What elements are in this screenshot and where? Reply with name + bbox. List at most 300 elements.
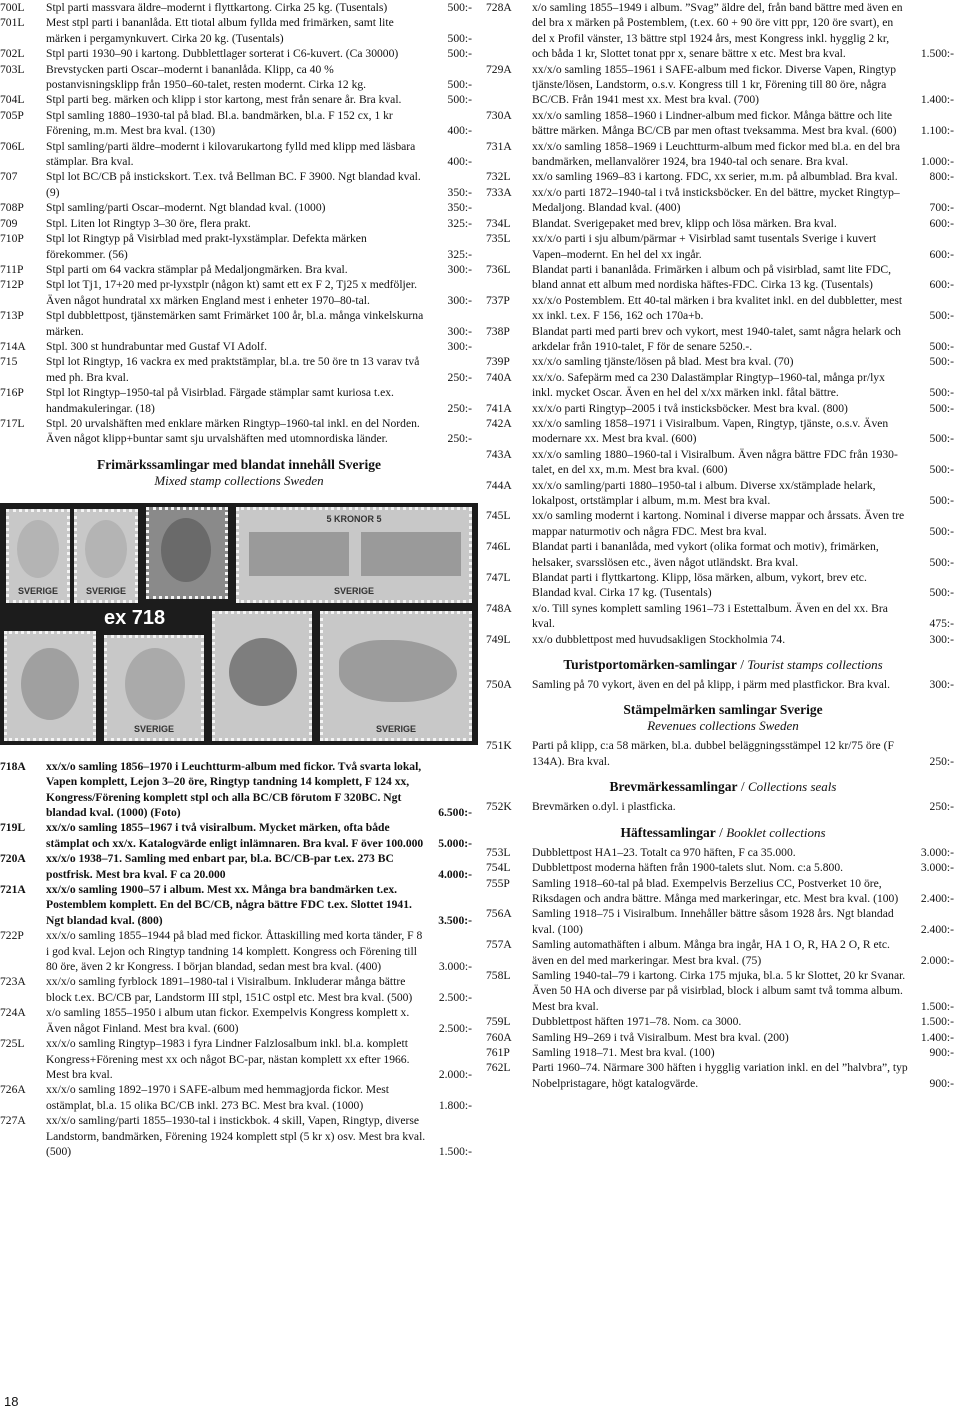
lot-description: Blandat parti i bananlåda. Frimärken i album och på visirblad, samt lite FDC, bland annat ett album med nordiska häftes-FDC. Cirka 13 kg. (Tusentals) (532, 262, 892, 292)
lot-list-revenue (486, 738, 960, 769)
lot-description-block (532, 738, 960, 769)
lot-entry (486, 262, 960, 293)
lot-description: Stpl. Liten lot Ringtyp 3–30 öre, flera prakt. (46, 216, 251, 230)
lot-number: 758L (486, 968, 511, 982)
stamp-text: SVERIGE (85, 585, 126, 596)
lot-description-block (46, 974, 478, 1005)
lot-price: 500:- (929, 463, 954, 477)
lot-description: xx/x/o parti i sju album/pärmar + Visirblad samt tusentals Sverige i kuvert Vapen–modernt. En hel del xx ingår. (532, 232, 877, 261)
lot-description-block (532, 231, 960, 262)
lot-description-block (532, 370, 960, 401)
lot-number: 737P (486, 293, 510, 307)
lot-description: xx/x/o samling 1880–1960-tal i Visiralbum. Även några bättre FDC från 1930-talet, en del xx, m.m. Mest bra kval. (600) (532, 447, 898, 477)
lot-price: 600:- (929, 278, 954, 292)
lot-description-block (532, 139, 960, 170)
lot-description-block (46, 108, 478, 139)
lot-list-right-top (486, 0, 960, 647)
lot-price: 600:- (929, 247, 954, 261)
lot-entry (0, 231, 478, 262)
lot-description-block (532, 447, 960, 478)
lot-entry (486, 906, 960, 937)
lot-number: 753L (486, 845, 511, 859)
lot-number: 744A (486, 478, 512, 492)
lot-number: 716P (0, 386, 24, 400)
heading-swedish: Brevmärkessamlingar (609, 779, 738, 795)
lot-entry (0, 1113, 478, 1159)
lot-entry (486, 1045, 960, 1060)
lot-description-block (532, 539, 960, 570)
lot-number: 725L (0, 1037, 25, 1051)
lot-description-block (532, 62, 960, 108)
lot-price: 400:- (447, 124, 472, 138)
lot-number: 702L (0, 47, 25, 61)
lot-description-block (532, 354, 960, 369)
lot-price: 300:- (929, 632, 954, 646)
lot-entry (486, 139, 960, 170)
lot-entry (0, 169, 478, 200)
stamp-emblem (125, 648, 185, 720)
lot-entry (0, 139, 478, 170)
lot-price: 1.000:- (920, 155, 954, 169)
stamp-arms-2 (104, 635, 204, 741)
lot-description-block (532, 601, 960, 632)
lot-description: xx/o samling 1969–83 i kartong. FDC, xx serier, m.m. på albumblad. Bra kval. (532, 170, 898, 184)
lot-price: 350:- (447, 185, 472, 199)
lot-description-block (46, 277, 478, 308)
lot-number: 757A (486, 938, 512, 952)
lot-description-block (532, 401, 960, 416)
lot-description: Brevmärken o.dyl. i plastficka. (532, 800, 676, 814)
lot-number: 736L (486, 262, 511, 276)
lot-number: 756A (486, 907, 512, 921)
lot-entry (486, 370, 960, 401)
section-heading-mixed (0, 457, 478, 489)
lot-entry (486, 108, 960, 139)
lot-description-block (532, 677, 960, 692)
lot-description: Blandat parti i bananlåda, med vykort (olika format och motiv), frimärken, helsaker, svarsslösen etc., även något utländskt. Bra kval. (532, 540, 879, 569)
lot-description: xx/x/o samling Ringtyp–1983 i fyra Lindner Falzlosalbum inkl. bl.a. komplett Kongress+Förening mest xx och något BC-par, nästan komplett xx efter 1966. Mest bra kval. (46, 1037, 410, 1081)
lot-description: xx/x/o samling 1892–1970 i SAFE-album med hemmagjorda fickor. Mest ostämplat, bl.a. 15 olika BC/CB inkl. 273 BC. Mest bra kval. (1000) (46, 1083, 389, 1112)
lot-number: 749L (486, 632, 511, 646)
lot-number: 724A (0, 1006, 26, 1020)
lot-price: 500:- (929, 432, 954, 446)
lot-price: 500:- (929, 339, 954, 353)
stamp-portrait (229, 638, 297, 706)
lot-entry (0, 46, 478, 61)
lot-price: 900:- (929, 1076, 954, 1090)
lot-price: 1.800:- (438, 1098, 472, 1112)
lot-price: 250:- (447, 401, 472, 415)
lot-description: Stpl samling 1880–1930-tal på blad. Bl.a. bandmärken, bl.a. F 152 cx, 1 kr Förening, m.m. Mest bra kval. (130) (46, 108, 393, 138)
lot-entry (486, 632, 960, 647)
lot-number: 747L (486, 571, 511, 585)
lot-entry (486, 738, 960, 769)
lot-description: Stpl samling/parti äldre–modernt i kilovarukartong fylld med klipp med läsbara stämplar. Bra kval. (46, 139, 416, 169)
lot-entry (486, 1030, 960, 1045)
lot-price: 500:- (929, 494, 954, 507)
lot-number: 722P (0, 929, 24, 943)
lot-entry (486, 185, 960, 216)
lot-number: 731A (486, 139, 512, 153)
heading-english: Booklet collections (726, 824, 826, 840)
heading-swedish: Häftessamlingar (620, 824, 716, 840)
lot-number: 734L (486, 216, 511, 230)
lot-description-block (46, 385, 478, 416)
lot-number: 720A (0, 852, 26, 866)
stamp-king-3 (146, 507, 228, 599)
lot-entry (0, 308, 478, 339)
lot-description-block (532, 570, 960, 601)
lot-price: 600:- (929, 216, 954, 230)
stamp-text: SVERIGE (17, 585, 58, 596)
lot-price: 500:- (929, 355, 954, 369)
left-column (0, 0, 478, 1159)
heading-separator: / (736, 657, 748, 673)
lot-description: Stpl parti 1930–90 i kartong. Dubblettlager sorterat i C6-kuvert. (Ca 30000) (46, 47, 399, 61)
lot-price: 475:- (929, 617, 954, 631)
lot-entry (486, 447, 960, 478)
section-heading-revenue (486, 702, 960, 734)
lot-description-block (46, 62, 478, 93)
lot-number: 760A (486, 1030, 512, 1044)
lot-entry (486, 354, 960, 369)
lot-price: 1.500:- (920, 1015, 954, 1029)
lot-description-block (532, 968, 960, 1014)
lot-number: 717L (0, 416, 25, 430)
lot-price: 300:- (447, 339, 472, 353)
stamp-medallion (212, 611, 312, 741)
lot-description: Stpl dubblettpost, tjänstemärken samt Frimärket 100 år, bl.a. många vinkelskurna märken. (46, 309, 424, 338)
lot-description-block (532, 508, 960, 539)
lot-description-block (532, 845, 960, 860)
lot-description-block (46, 1082, 478, 1113)
lot-description-block (46, 759, 478, 821)
lot-entry (486, 570, 960, 601)
lot-entry (0, 1036, 478, 1082)
lot-price: 325:- (447, 247, 472, 261)
lot-description: Stpl parti om 64 vackra stämplar på Medaljongmärken. Bra kval. (46, 262, 348, 276)
lot-description: xx/x/o parti Ringtyp–2005 i två insticksböcker. Mest bra kval. (800) (532, 401, 848, 415)
lot-number: 719L (0, 821, 26, 835)
lot-description-block (532, 1014, 960, 1029)
lot-number: 730A (486, 108, 512, 122)
lot-number: 700L (0, 1, 25, 14)
lot-description: Stpl lot BC/CB på instickskort. T.ex. två Bellman BC. F 3900. Ngt blandad kval. (9) (46, 170, 421, 199)
stamp-coat-of-arms (4, 631, 96, 741)
lot-description: xx/x/o samling 1858–1960 i Lindner-album med fickor. Många bättre och lite bättre märken. Många BC/CB par men oftast tveksamma. Mest bra kval. (600) (532, 108, 897, 138)
lot-entry (0, 62, 478, 93)
lot-description-block (532, 860, 960, 875)
lot-description: xx/o samling modernt i kartong. Nominal i diverse mappar och årssats. Även tre mappar naturmotiv och några FDC. Mest bra kval. (532, 509, 905, 538)
lot-description: Stpl parti massvara äldre–modernt i flyttkartong. Cirka 25 kg. (Tusentals) (46, 1, 388, 14)
lot-description: Dubblettpost HA1–23. Totalt ca 970 häften, F ca 35.000. (532, 845, 796, 859)
right-column (486, 0, 960, 1091)
lot-description: Samling på 70 vykort, även en del på klipp, i pärm med plastfickor. Bra kval. (532, 678, 891, 692)
stamp-text: SVERIGE (333, 585, 374, 596)
lot-number: 741A (486, 401, 512, 415)
lot-entry (486, 1060, 960, 1091)
lot-number: 708P (0, 201, 24, 215)
stamp-portrait (17, 520, 59, 578)
section-heading-booklet (486, 825, 960, 841)
lot-price: 6.500:- (438, 806, 472, 819)
lot-price: 500:- (929, 524, 954, 538)
stamp-building (361, 532, 461, 576)
lot-description: Stpl lot Tj1, 17+20 med pr-lyxstplr (någon kt) samt ett ex F 2, Tj25 x medföljer. Även något hundratal xx märken England mest i enheter 1970–80-tal. (46, 278, 418, 307)
lot-price: 300:- (447, 262, 472, 276)
heading-separator: / (737, 779, 749, 795)
lot-description: Parti på klipp, c:a 58 märken, bl.a. dubbel beläggningsstämpel 12 kr/75 öre (F 134A). Bra kval. (532, 739, 894, 768)
lot-description-block (532, 478, 960, 509)
lot-description-block (532, 1060, 960, 1091)
stamp-bird-motif (339, 640, 457, 702)
lot-description-block (532, 799, 960, 814)
lot-price: 4.000:- (438, 867, 472, 881)
lot-number: 715 (0, 355, 18, 369)
lot-entry (486, 169, 960, 184)
lot-entry (486, 1014, 960, 1029)
lot-number: 712P (0, 278, 24, 292)
lot-price: 1.500:- (920, 47, 954, 61)
lot-description: Stpl lot Ringtyp på Visirblad med prakt-lyxstämplar. Defekta märken förekommer. (56) (46, 232, 367, 261)
lot-price: 500:- (447, 47, 472, 61)
lot-description-block (532, 1045, 960, 1060)
lot-description: xx/x/o samling 1855–1961 i SAFE-album med fickor. Diverse Vapen, Ringtyp tjänste/lösen, Landstorm, o.s.v. Kongress till 1 kr, Förening till 80 öre, några BC/CB. Från 1941 mest xx. Mest bra kval. (700) (532, 62, 896, 107)
lot-price: 1.100:- (920, 124, 954, 138)
lot-entry (0, 1005, 478, 1036)
lot-description-block (46, 216, 478, 231)
lot-number: 755P (486, 876, 510, 890)
lot-description: x/o samling 1855–1950 i album utan fickor. Exempelvis Kongress komplett x. Även något Finland. Mest bra kval. (600) (46, 1006, 410, 1035)
lot-description: xx/o dubblettpost med huvudsakligen Stockholmia 74. (532, 632, 786, 646)
stamp-photo (0, 503, 478, 745)
lot-description: Samling H9–269 i två Visiralbum. Mest bra kval. (200) (532, 1030, 789, 1044)
lot-entry (0, 15, 478, 46)
lot-entry (0, 216, 478, 231)
lot-description: xx/x/o samling 1855–1944 på blad med fickor. Åttaskilling med korta tänder, F 8 i god kval. Lejon och Ringtyp tandning 14 komplett. Kongress och Förening till 80 öre, även 2 kr Kongress. I början blandad, sedan mest bra kval. (400) (46, 929, 423, 974)
lot-entry (486, 799, 960, 814)
lot-description: Blandat parti i flyttkartong. Klipp, lösa märken, album, vykort, brev etc. Blandad kval. Cirka 17 kg. (Tusentals) (532, 571, 867, 600)
stamp-king-1 (6, 509, 70, 603)
lot-description-block (532, 0, 960, 62)
lot-list-seals (486, 799, 960, 814)
stamp-portrait (85, 520, 127, 578)
lot-list-left-bottom (0, 759, 478, 1160)
lot-description: xx/x/o samling 1900–57 i album. Mest xx. Många bra bandmärken t.ex. Postemblem komplett. En del BC/CB, några bättre FDC t.ex. Slottet 1941. Ngt blandad kval. (800) (46, 883, 412, 927)
lot-entry (486, 968, 960, 1014)
lot-price: 500:- (929, 309, 954, 323)
lot-entry (486, 845, 960, 860)
lot-number: 761P (486, 1045, 510, 1059)
lot-description: Samling 1940-tal–79 i kartong. Cirka 175 mjuka, bl.a. 5 kr Slottet, 20 kr Svanar. Även 50 HA och diverse par på visirblad, block i album samt två tomma album. Mest bra kval. (532, 968, 906, 1013)
lot-price: 500:- (447, 31, 472, 45)
lot-price: 3.000:- (438, 960, 472, 974)
lot-price: 700:- (929, 201, 954, 215)
lot-description: xx/x/o Postemblem. Ett 40-tal märken i bra kvalitet inkl. en del dubbletter, mest xx inkl. t.ex. F 156, 162 och 170a+b. (532, 293, 903, 323)
lot-description-block (532, 293, 960, 324)
lot-description: Brevstycken parti Oscar–modernt i bananlåda. Klipp, ca 40 % postanvisningsklipp från 1950–60-talet, resten modernt. Cirka 12 kg. (46, 62, 367, 92)
lot-number: 738P (486, 324, 510, 338)
lot-number: 726A (0, 1083, 26, 1097)
lot-entry (486, 416, 960, 447)
lot-price: 800:- (929, 170, 954, 184)
heading-swedish: Stämpelmärken samlingar Sverige (623, 702, 823, 718)
lot-number: 705P (0, 108, 24, 122)
heading-separator: / (715, 824, 727, 840)
lot-description: Samling automathäften i album. Många bra ingår, HA 1 O, R, HA 2 O, R etc. även en del med markeringar. Mest bra kval. (75) (532, 938, 890, 967)
lot-description: xx/x/o samling tjänste/lösen på blad. Mest bra kval. (70) (532, 355, 794, 369)
lot-description: xx/x/o samling/parti 1880–1950-tal i album. Diverse xx/stämplade helark, lokalpost, ortstämplar i album, m.m. Mest bra kval. (532, 478, 876, 507)
lot-description-block (532, 1030, 960, 1045)
lot-price: 500:- (929, 586, 954, 600)
lot-number: 746L (486, 540, 511, 554)
lot-description: Stpl. 20 urvalshäften med enklare märken Ringtyp–1960-tal inkl. en del Norden. Även något klipp+buntar samt sju urvalshäften med utomnordiska länder. (46, 416, 420, 446)
stamp-text: SVERIGE (375, 723, 416, 734)
lot-entry (0, 416, 478, 447)
lot-price: 250:- (929, 754, 954, 768)
lot-description: Mest stpl parti i bananlåda. Ett tiotal album fyllda med frimärken, samt lite märken i pergamynkuvert. Cirka 20 kg. (Tusentals) (46, 16, 394, 45)
lot-entry (0, 339, 478, 354)
lot-entry (0, 882, 478, 928)
lot-price: 500:- (447, 78, 472, 92)
lot-number: 701L (0, 16, 25, 30)
lot-price: 325:- (447, 216, 472, 230)
lot-number: 733A (486, 185, 512, 199)
lot-entry (486, 216, 960, 231)
lot-description-block (532, 906, 960, 937)
lot-description: xx/x/o samling 1856–1970 i Leuchtturm-album med fickor. Två svarta lokal, Vapen komplett, Lejon 3–20 öre, Ringtyp tandning 14 komplett, F 124 xx, Kongress/Förening komplett stpl och alla BC/CB förutom F 320BC. Ngt blandad kval. (1000) (Foto) (46, 759, 422, 819)
lot-entry (486, 231, 960, 262)
lot-number: 745L (486, 509, 511, 523)
lot-description-block (532, 216, 960, 231)
lot-description-block (46, 820, 478, 851)
lot-price: 250:- (447, 432, 472, 446)
lot-description: Stpl. 300 st hundrabuntar med Gustaf VI Adolf. (46, 339, 268, 353)
lot-entry (486, 876, 960, 907)
lot-description-block (46, 139, 478, 170)
lot-description-block (46, 262, 478, 277)
lot-entry (0, 108, 478, 139)
lot-number: 709 (0, 216, 18, 230)
lot-entry (0, 0, 478, 15)
lot-description-block (532, 185, 960, 216)
lot-price: 500:- (447, 1, 472, 14)
lot-description: xx/x/o samling fyrblock 1891–1980-tal i Visiralbum. Inkluderar många bättre block t.ex. BC/CB par, Landstorm III stpl, 151C ostpl etc. Mest bra kval. (500) (46, 975, 413, 1004)
lot-description: x/o. Till synes komplett samling 1961–73 i Estettalbum. Även en del xx. Bra kval. (532, 601, 888, 631)
lot-number: 748A (486, 601, 512, 615)
lot-price: 500:- (929, 401, 954, 415)
lot-price: 300:- (447, 324, 472, 338)
lot-number: 743A (486, 447, 512, 461)
lot-number: 742A (486, 416, 512, 430)
lot-number: 713P (0, 309, 24, 323)
lot-number: 762L (486, 1061, 511, 1075)
lot-description-block (46, 169, 478, 200)
lot-entry (0, 820, 478, 851)
heading-english: Tourist stamps collections (747, 657, 883, 673)
stamp-king-2 (74, 509, 138, 603)
lot-entry (486, 937, 960, 968)
page-number: 18 (4, 1394, 19, 1409)
lot-price: 3.000:- (920, 845, 954, 859)
lot-price: 1.400:- (920, 93, 954, 107)
lot-description-block (46, 46, 478, 61)
lot-description: Blandat. Sverigepaket med brev, klipp och lösa märken. Bra kval. (532, 216, 837, 230)
heading-english: Collections seals (748, 779, 837, 795)
lot-number: 729A (486, 62, 512, 76)
heading-english: Mixed stamp collections Sweden (154, 472, 324, 488)
lot-description: Dubblettpost häften 1971–78. Nom. ca 3000. (532, 1015, 742, 1029)
photo-label: ex 718 (104, 606, 166, 629)
lot-price: 500:- (447, 93, 472, 107)
lot-description: xx/x/o 1938–71. Samling med enbart par, bl.a. BC/CB-par t.ex. 273 BC postfrisk. Mest bra kval. F ca 20.000 (46, 852, 394, 881)
stamp-doves (320, 611, 472, 741)
lot-price: 500:- (929, 555, 954, 569)
lot-description-block (46, 200, 478, 215)
lot-description-block (532, 169, 960, 184)
lot-description-block (46, 851, 478, 882)
lot-description-block (532, 876, 960, 907)
stamp-portrait (161, 518, 211, 582)
lot-description-block (46, 339, 478, 354)
lot-description-block (532, 632, 960, 647)
lot-description-block (46, 416, 478, 447)
lot-entry (486, 478, 960, 509)
lot-description-block (46, 92, 478, 107)
lot-description-block (532, 108, 960, 139)
lot-entry (0, 851, 478, 882)
lot-entry (486, 293, 960, 324)
lot-entry (486, 508, 960, 539)
lot-price: 2.000:- (920, 953, 954, 967)
lot-number: 711P (0, 262, 24, 276)
lot-price: 900:- (929, 1045, 954, 1059)
lot-price: 2.500:- (438, 990, 472, 1004)
lot-price: 250:- (447, 370, 472, 384)
lot-number: 739P (486, 355, 510, 369)
lot-description-block (46, 354, 478, 385)
heading-english: Revenues collections Sweden (647, 718, 799, 734)
lot-description: xx/x/o samling 1858–1971 i Visiralbum. Vapen, Ringtyp, tjänste, o.s.v. Även modernare xx. Mest bra kval. (600) (532, 416, 889, 446)
lot-price: 2.400:- (920, 891, 954, 905)
lot-description-block (532, 324, 960, 355)
lot-description: Samling 1918–71. Mest bra kval. (100) (532, 1045, 715, 1059)
stamp-text: 5 KRONOR 5 (326, 513, 382, 524)
lot-price: 1.400:- (920, 1030, 954, 1044)
stamp-text: SVERIGE (133, 723, 174, 734)
lot-entry (486, 401, 960, 416)
lot-number: 707 (0, 170, 18, 184)
lot-price: 1.500:- (438, 1144, 472, 1158)
lot-description: xx/x/o parti 1872–1940-tal i två insticksböcker. En del bättre, mycket Ringtyp–Medaljong. Blandad kval. (400) (532, 185, 900, 215)
lot-description: xx/x/o samling 1858–1969 i Leuchtturm-album med fickor med bl.a. en del bra bandmärken, mellanvalörer 1924, bra 1940-tal och senare. Bra kval. (532, 139, 901, 169)
lot-price: 500:- (929, 386, 954, 400)
lot-price: 300:- (447, 293, 472, 307)
lot-entry (0, 200, 478, 215)
lot-description: Stpl lot Ringtyp, 16 vackra ex med praktstämplar, bl.a. tre 50 öre tn 13 varav två med ph. Bra kval. (46, 355, 420, 384)
stamp-building (249, 532, 349, 576)
lot-entry (486, 62, 960, 108)
lot-description: Samling 1918–60-tal på blad. Exempelvis Berzelius CC, Postverket 10 öre, Riksdagen och andra bättre. Många med markeringar, etc. Mest bra kval. (100) (532, 876, 899, 905)
lot-number: 706L (0, 139, 25, 153)
lot-number: 759L (486, 1015, 511, 1029)
lot-number: 732L (486, 170, 511, 184)
lot-entry (486, 860, 960, 875)
lot-number: 703L (0, 62, 25, 76)
lot-number: 740A (486, 370, 512, 384)
lot-entry (486, 539, 960, 570)
lot-number: 752K (486, 800, 512, 814)
